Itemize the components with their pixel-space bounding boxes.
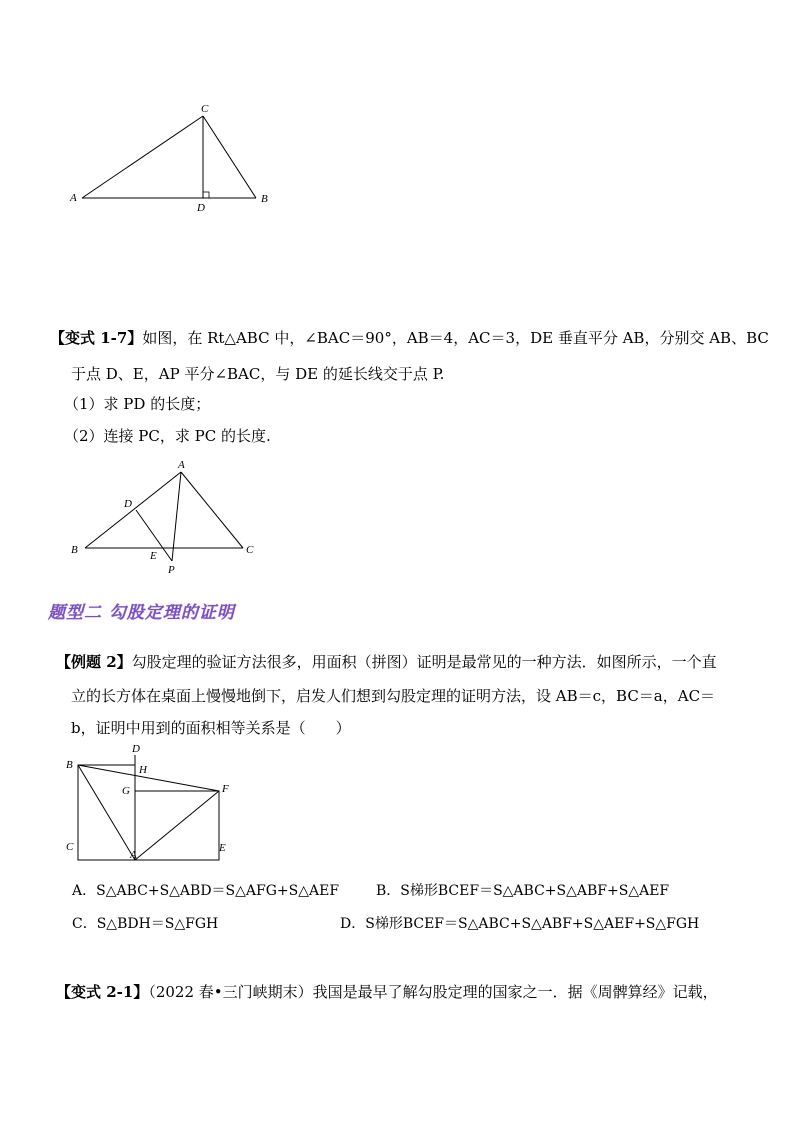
fig2-label-d: D [124, 498, 132, 510]
example2-line2: 立的长方体在桌面上慢慢地倒下，启发人们想到勾股定理的证明方法，设 AB＝c，BC＝a，AC＝ [71, 687, 716, 705]
example2-text1: 勾股定理的验证方法很多，用面积（拼图）证明是最常见的一种方法．如图所示，一个直 [131, 653, 717, 671]
figure-triangle-altitude [60, 100, 280, 220]
figure-trapezoid-proof [60, 743, 250, 862]
fig3-label-g: G [122, 785, 130, 797]
fig2-label-e: E [150, 550, 157, 562]
fig2-label-b: B [71, 544, 78, 556]
fig1-label-b: B [261, 193, 268, 205]
option-a[interactable]: A．S△ABC+S△ABD＝S△AFG+S△AEF [72, 883, 340, 899]
variant21-text1: （2022 春•三门峡期末）我国是最早了解勾股定理的国家之一．据《周髀算经》记载， [148, 983, 718, 1001]
option-d[interactable]: D．S梯形BCEF＝S△ABC+S△ABF+S△AEF+S△FGH [340, 916, 700, 932]
example2-line1 [56, 652, 717, 672]
variant17-q1: （1）求 PD 的长度； [64, 395, 211, 413]
fig1-label-c: C [201, 103, 209, 115]
fig2-label-a: A [178, 459, 185, 471]
variant17-q2: （2）连接 PC，求 PC 的长度. [64, 427, 271, 445]
variant17-text1: 如图，在 Rt△ABC 中，∠BAC＝90°，AB＝4，AC＝3，DE 垂直平分 AB，分别交 AB、BC [142, 329, 769, 347]
fig2-label-p: P [168, 564, 175, 576]
variant17-tag: 【变式 1-7】 [50, 329, 143, 347]
variant21-tag: 【变式 2-1】 [56, 983, 149, 1001]
option-c[interactable]: C．S△BDH＝S△FGH [72, 916, 219, 932]
fig2-label-c: C [246, 544, 254, 556]
fig1-label-a: A [70, 192, 77, 204]
fig3-label-h: H [139, 764, 147, 776]
variant21-line1 [56, 982, 718, 1002]
fig3-label-f: F [222, 783, 229, 795]
example2-tag: 【例题 2】 [56, 653, 132, 671]
fig3-label-d: D [132, 743, 140, 755]
fig3-label-e: E [219, 842, 226, 854]
example2-line3: b，证明中用到的面积相等关系是（ ） [71, 719, 351, 737]
fig3-label-a: A [130, 849, 137, 861]
variant17-line1 [50, 328, 769, 348]
section-title: 题型二 勾股定理的证明 [48, 603, 235, 623]
figure-triangle-bisector [60, 455, 280, 580]
option-b[interactable]: B．S梯形BCEF＝S△ABC+S△ABF+S△AEF [376, 883, 670, 899]
fig3-label-c: C [66, 841, 74, 853]
variant17-line2: 于点 D、E，AP 平分∠BAC，与 DE 的延长线交于点 P. [71, 365, 445, 383]
fig1-label-d: D [197, 202, 205, 214]
fig3-label-b: B [66, 759, 73, 771]
